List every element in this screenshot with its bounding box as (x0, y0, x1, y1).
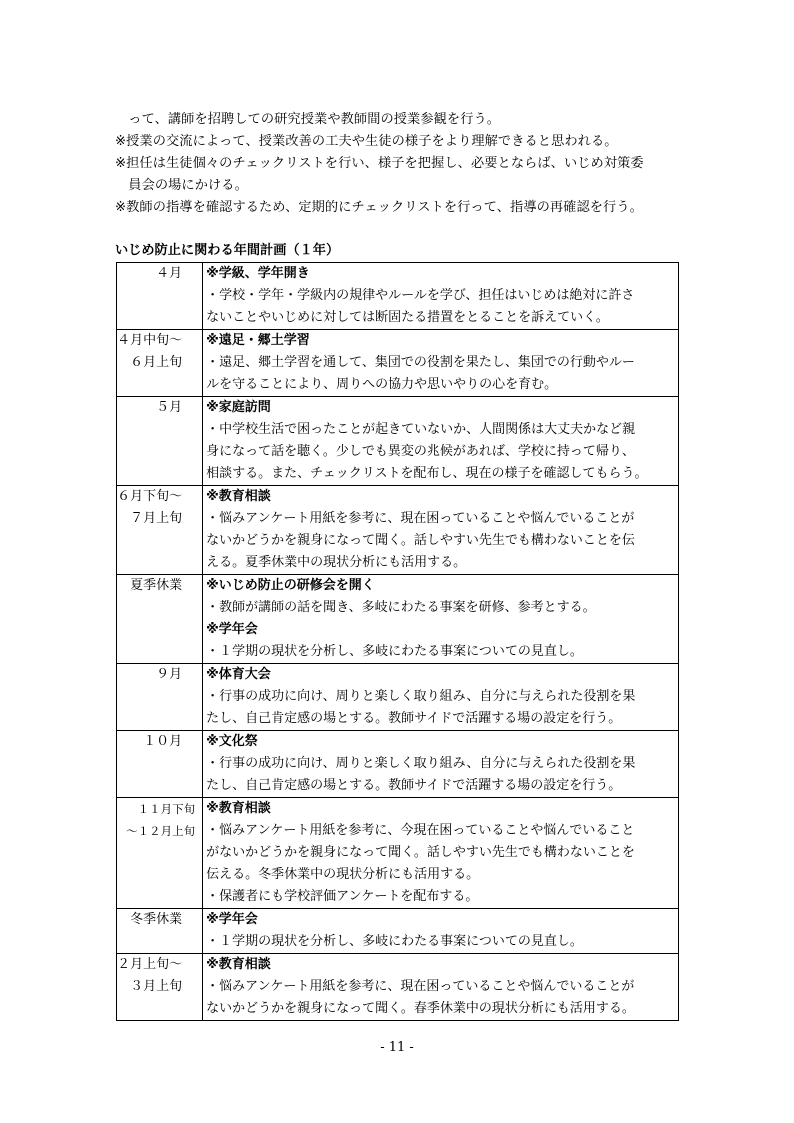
plan-activity-heading: ※いじめ防止の研修会を開く (206, 578, 375, 593)
plan-content-cell (203, 330, 679, 397)
plan-activity-detail: ・遠足、郷土学習を通して、集団での役割を果たし、集団での行動やルー (206, 355, 635, 370)
plan-period: 夏季休業 (130, 578, 183, 593)
plan-row (117, 798, 679, 909)
plan-period: ７月上旬 (130, 511, 183, 526)
plan-period-cell (117, 575, 203, 664)
plan-content-cell (203, 664, 679, 731)
plan-activity-heading: ※教育相談 (206, 957, 271, 972)
plan-activity-detail: がないかどうかを親身になって聞く。話しやすい先生でも構わないことを (206, 845, 635, 860)
intro-line: ※担任は生徒個々のチェックリストを行い、様子を把握し、必要とならば、いじめ対策委 (115, 156, 644, 171)
plan-activity-heading: ※学級、学年開き (206, 266, 310, 281)
plan-activity-detail: 伝える。冬季休業中の現状分析にも活用する。 (206, 867, 480, 882)
plan-activity-heading: ※教育相談 (206, 801, 271, 816)
section-title: いじめ防止に関わる年間計画（１年） (115, 243, 340, 258)
plan-period-cell (117, 397, 203, 486)
plan-activity-detail: ・行事の成功に向け、周りと楽しく取り組み、自分に与えられた役割を果 (206, 689, 636, 704)
plan-content-cell (203, 397, 679, 486)
plan-row (117, 263, 679, 330)
plan-activity-detail: える。夏季休業中の現状分析にも活用する。 (206, 555, 467, 570)
plan-period: ３月上旬 (130, 979, 183, 994)
plan-content-cell (203, 954, 679, 1021)
plan-activity-detail: ・中学校生活で困ったことが起きていないか、人間関係は大丈夫かなど親 (206, 422, 636, 437)
intro-line: ※授業の交流によって、授業改善の工夫や生徒の様子をより理解できると思われる。 (115, 134, 618, 149)
plan-period: ６月上旬 (130, 355, 183, 370)
plan-activity-heading: ※学年会 (206, 912, 258, 927)
plan-row (117, 731, 679, 798)
plan-period: １１月下旬 (137, 802, 196, 816)
plan-content-cell (203, 731, 679, 798)
intro-line: 員会の場にかける。 (115, 178, 248, 193)
plan-activity-detail: ないかどうかを親身になって聞く。話しやすい先生でも構わないことを伝 (206, 533, 635, 548)
plan-content-cell (203, 575, 679, 664)
plan-period: ５月 (156, 400, 183, 415)
plan-activity-detail: ・悩みアンケート用紙を参考に、現在困っていることや悩んでいることが (206, 979, 635, 994)
plan-period-cell (117, 731, 203, 798)
plan-activity-detail: 身になって話を聴く。少しでも異変の兆候があれば、学校に持って帰り、 (206, 444, 635, 459)
plan-activity-detail: ・悩みアンケート用紙を参考に、現在困っていることや悩んでいることが (206, 511, 635, 526)
plan-content-cell (203, 263, 679, 330)
plan-period-cell (117, 664, 203, 731)
plan-activity-heading: ※教育相談 (206, 489, 271, 504)
plan-period-cell (117, 486, 203, 575)
plan-activity-heading: ※学年会 (206, 622, 258, 637)
plan-period-cell (117, 954, 203, 1021)
plan-activity-detail: ないかどうかを親身になって聞く。春季休業中の現状分析にも活用する。 (206, 1001, 635, 1016)
plan-period: ４月 (156, 266, 183, 281)
plan-period-cell (117, 263, 203, 330)
plan-activity-heading: ※体育大会 (206, 667, 271, 682)
plan-row (117, 575, 679, 664)
plan-activity-detail: ルを守ることにより、周りへの協力や思いやりの心を育む。 (206, 377, 558, 392)
plan-content-cell (203, 486, 679, 575)
plan-row (117, 909, 679, 954)
plan-activity-detail: 相談する。また、チェックリストを配布し、現在の様子を確認してもらう。 (206, 466, 648, 481)
plan-period-cell (117, 909, 203, 954)
plan-activity-detail: ・１学期の現状を分析し、多岐にわたる事案についての見直し。 (206, 644, 583, 659)
plan-row (117, 486, 679, 575)
plan-activity-detail: ・１学期の現状を分析し、多岐にわたる事案についての見直し。 (206, 934, 583, 949)
plan-period: ２月上旬～ (117, 957, 183, 972)
plan-activity-heading: ※文化祭 (206, 734, 258, 749)
plan-period-cell (117, 798, 203, 909)
plan-row (117, 397, 679, 486)
plan-period: 冬季休業 (130, 912, 183, 927)
plan-period-cell (117, 330, 203, 397)
plan-activity-detail: ・教師が講師の話を聞き、多岐にわたる事案を研修、参考とする。 (206, 600, 596, 615)
plan-activity-detail: たし、自己肯定感の場とする。教師サイドで活躍する場の設定を行う。 (206, 778, 622, 793)
plan-row (117, 664, 679, 731)
intro-line: って、講師を招聘しての研究授業や教師間の授業参観を行う。 (115, 112, 501, 127)
plan-period: ４月中旬～ (117, 333, 183, 348)
plan-activity-heading: ※家庭訪問 (206, 400, 271, 415)
plan-activity-heading: ※遠足・郷土学習 (206, 333, 310, 348)
plan-period: ９月 (156, 667, 183, 682)
plan-activity-detail: ・悩みアンケート用紙を参考に、今現在困っていることや悩んでいること (206, 823, 635, 838)
plan-activity-detail: ないことやいじめに対しては断固たる措置をとることを訴えていく。 (206, 310, 609, 325)
plan-activity-detail: ・行事の成功に向け、周りと楽しく取り組み、自分に与えられた役割を果 (206, 756, 636, 771)
plan-period: １０月 (143, 734, 183, 749)
plan-row (117, 330, 679, 397)
plan-activity-detail: ・保護者にも学校評価アンケートを配布する。 (206, 889, 479, 904)
plan-row (117, 954, 679, 1021)
plan-activity-detail: たし、自己肯定感の場とする。教師サイドで活躍する場の設定を行う。 (206, 711, 622, 726)
page-number: - 11 - (380, 1040, 414, 1055)
plan-content-cell (203, 909, 679, 954)
plan-period: ～１２月上旬 (126, 824, 196, 838)
annual-plan-table (116, 262, 679, 1021)
intro-line: ※教師の指導を確認するため、定期的にチェックリストを行って、指導の再確認を行う。 (115, 200, 643, 215)
plan-content-cell (203, 798, 679, 909)
plan-activity-detail: ・学校・学年・学級内の規律やルールを学び、担任はいじめは絶対に許さ (206, 288, 635, 303)
plan-period: ６月下旬～ (117, 489, 183, 504)
